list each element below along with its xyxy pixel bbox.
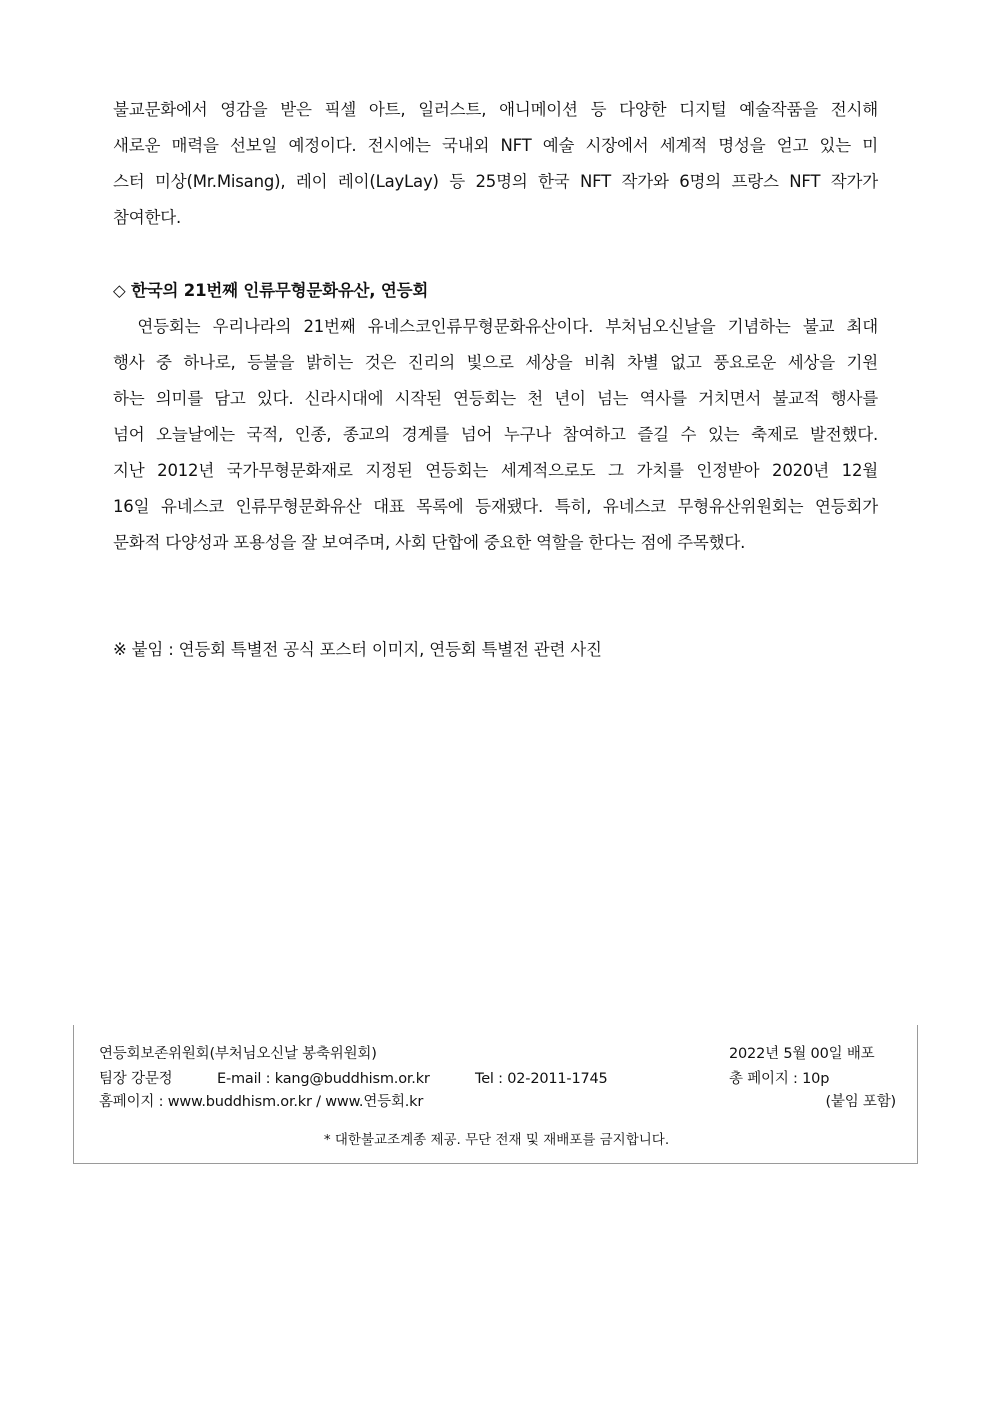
footer-date: 2022년 5월 00일 배포: [729, 1046, 875, 1062]
text-line: 행사 중 하나로, 등불을 밝히는 것은 진리의 빛으로 세상을 비춰 차별 없고 풍요로운 세상을 기원: [113, 353, 878, 372]
footer-org: 연등회보존위원회(부처님오신날 봉축위원회): [99, 1046, 377, 1062]
text-line: 스터 미상(Mr.Misang), 레이 레이(LayLay) 등 25명의 한국 NFT 작가와 6명의 프랑스 NFT 작가가: [113, 172, 878, 191]
text-line: 연등회는 우리나라의 21번째 유네스코인류무형문화유산이다. 부처님오신날을 기념하는 불교 최대: [113, 317, 878, 336]
paragraph-yeondeunghoe: [113, 309, 878, 561]
text-line: 참여한다.: [113, 208, 182, 227]
text-line: 16일 유네스코 인류무형문화유산 대표 목록에 등재됐다. 특히, 유네스코 무형유산위원회는 연등회가: [113, 497, 878, 516]
paragraph-exhibition: [113, 92, 878, 236]
footer-attachment-included: (붙임 포함): [825, 1094, 896, 1110]
text-line: 하는 의미를 담고 있다. 신라시대에 시작된 연등회는 천 년이 넘는 역사를 거치면서 불교적 행사를: [113, 389, 878, 408]
text-line: 불교문화에서 영감을 받은 픽셀 아트, 일러스트, 애니메이션 등 다양한 디지털 예술작품을 전시해: [113, 100, 878, 119]
footer-box: [73, 1025, 918, 1164]
text-line: 넘어 오늘날에는 국적, 인종, 종교의 경계를 넘어 누구나 참여하고 즐길 수 있는 축제로 발전했다.: [113, 425, 878, 444]
attachment-note: ※ 붙임 : 연등회 특별전 공식 포스터 이미지, 연등회 특별전 관련 사진: [113, 640, 602, 659]
footer-pages: 총 페이지 : 10p: [729, 1071, 830, 1087]
text-line: 문화적 다양성과 포용성을 잘 보여주며, 사회 단합에 중요한 역할을 한다는 점에 주목했다.: [113, 533, 746, 552]
footer-tel: Tel : 02-2011-1745: [475, 1071, 608, 1087]
footer-copyright-notice: * 대한불교조계종 제공. 무단 전재 및 재배포를 금지합니다.: [323, 1132, 670, 1148]
footer-email: E-mail : kang@buddhism.or.kr: [217, 1071, 430, 1087]
text-line: 새로운 매력을 선보일 예정이다. 전시에는 국내외 NFT 예술 시장에서 세계적 명성을 얻고 있는 미: [113, 136, 878, 155]
footer-team-lead: 팀장 강문정: [99, 1071, 173, 1087]
section-heading: ◇ 한국의 21번째 인류무형문화유산, 연등회: [113, 281, 429, 300]
footer-homepage: 홈페이지 : www.buddhism.or.kr / www.연등회.kr: [99, 1094, 424, 1110]
text-line: 지난 2012년 국가무형문화재로 지정된 연등회는 세계적으로도 그 가치를 인정받아 2020년 12월: [113, 461, 878, 480]
